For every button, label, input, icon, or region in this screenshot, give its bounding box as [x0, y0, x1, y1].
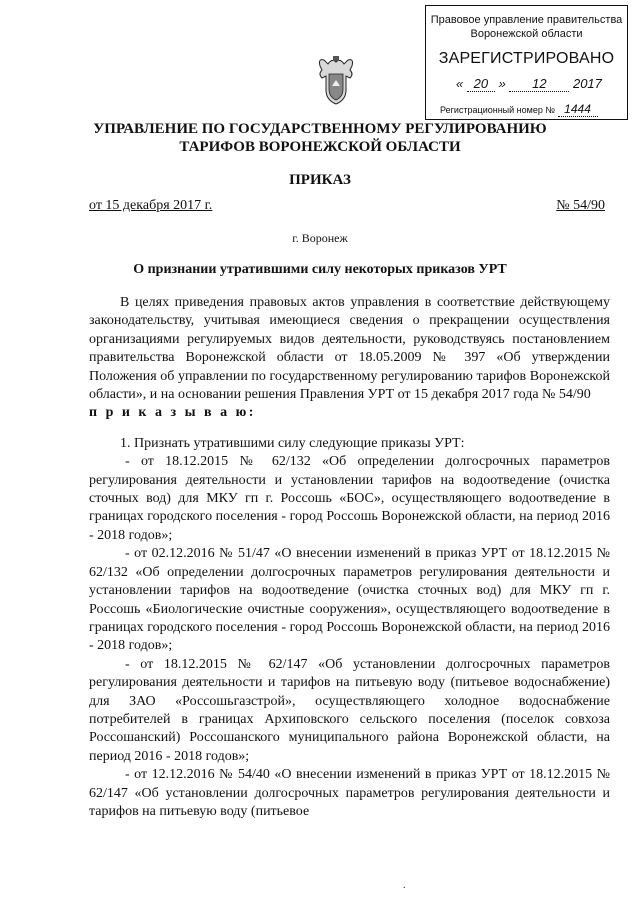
- stamp-date-month: 12: [509, 76, 569, 92]
- document-city: г. Воронеж: [292, 231, 348, 245]
- stamp-reg-label: Регистрационный номер №: [440, 105, 556, 115]
- document-date: от 15 декабря 2017 г.: [89, 198, 213, 213]
- list-item: - от 02.12.2016 № 51/47 «О внесении изменений в приказ УРТ от 18.12.2015 № 62/132 «Об определении долгосрочных параметров регулирования деятельности и установлении тарифов на водоотведение (очистка сточных вод) для МКУ гп г. Россошь «Биологические очистные сооружения», осуществляющего водоотведение в границах городского поселения - город Россошь Воронежской области, на период 2016 - 2018 годов»;: [89, 546, 610, 654]
- stamp-line1: Правовое управление правительства: [430, 14, 623, 26]
- item-1-heading: 1. Признать утратившими силу следующие приказы УРТ:: [120, 435, 465, 451]
- document-type: ПРИКАЗ: [289, 172, 351, 188]
- list-item: - от 18.12.2015 № 62/132 «Об определении долгосрочных параметров регулирования деятельности и установлении тарифов на водоотведение (очистка сточных вод) для МКУ гп г. Россошь «БОС», осуществляющего водоотведение в границах городского поселения - город Россошь Воронежской области, на период 2016 - 2018 годов»;: [89, 454, 610, 543]
- registration-stamp: [425, 5, 628, 120]
- authority-name-line2: ТАРИФОВ ВОРОНЕЖСКОЙ ОБЛАСТИ: [179, 139, 461, 155]
- document-title: О признании утратившими силу некоторых приказов УРТ: [133, 262, 507, 277]
- preamble-paragraph: В целях приведения правовых актов управления в соответствие действующему законодательству, учитывая имеющиеся сведения о прекращении осуществления организациями регулируемых видов деятельности, руководствуясь постановлением правительства Воронежской области от 18.05.2009 № 397 «Об утверждении Положения об управлении по государственному регулированию тарифов Воронежской области», и на основании решения Правления УРТ от 15 декабря 2017 года № 54/90: [89, 295, 610, 403]
- stamp-reg-value: 1444: [558, 102, 598, 117]
- authority-name-line1: УПРАВЛЕНИЕ ПО ГОСУДАРСТВЕННОМУ РЕГУЛИРОВАНИЮ: [93, 121, 547, 137]
- stamp-date-day: 20: [467, 76, 495, 92]
- stamp-date-year: 2017: [572, 76, 602, 91]
- stamp-date-open: «: [456, 76, 464, 91]
- page-mark: .: [403, 880, 406, 891]
- stamp-reg-number: [440, 102, 598, 117]
- stamp-line2: Воронежской области: [470, 28, 583, 40]
- stamp-date-close: »: [498, 76, 506, 91]
- document-number: № 54/90: [556, 198, 605, 213]
- list-item: - от 12.12.2016 № 54/40 «О внесении изменений в приказ УРТ от 18.12.2015 № 62/147 «Об установлении долгосрочных параметров регулирования деятельности и тарифов на питьевую воду (питьевое: [89, 767, 610, 819]
- orders-phrase: п р и к а з ы в а ю:: [89, 405, 256, 421]
- stamp-registered: ЗАРЕГИСТРИРОВАНО: [438, 50, 615, 67]
- list-item: - от 18.12.2015 № 62/147 «Об установлении долгосрочных параметров регулирования деятельности и тарифов на питьевую воду (питьевое водоснабжение) для ЗАО «Россошьгазстрой», осуществляющего холодное водоснабжение потребителей в границах Архиповского сельского поселения (поселок совхоза Россошанский) Россошанского муниципального района Воронежской области, на период 2016 - 2018 годов»;: [89, 656, 610, 764]
- stamp-date: [456, 76, 602, 92]
- document-body: [89, 294, 610, 821]
- coat-of-arms-icon: [316, 56, 356, 106]
